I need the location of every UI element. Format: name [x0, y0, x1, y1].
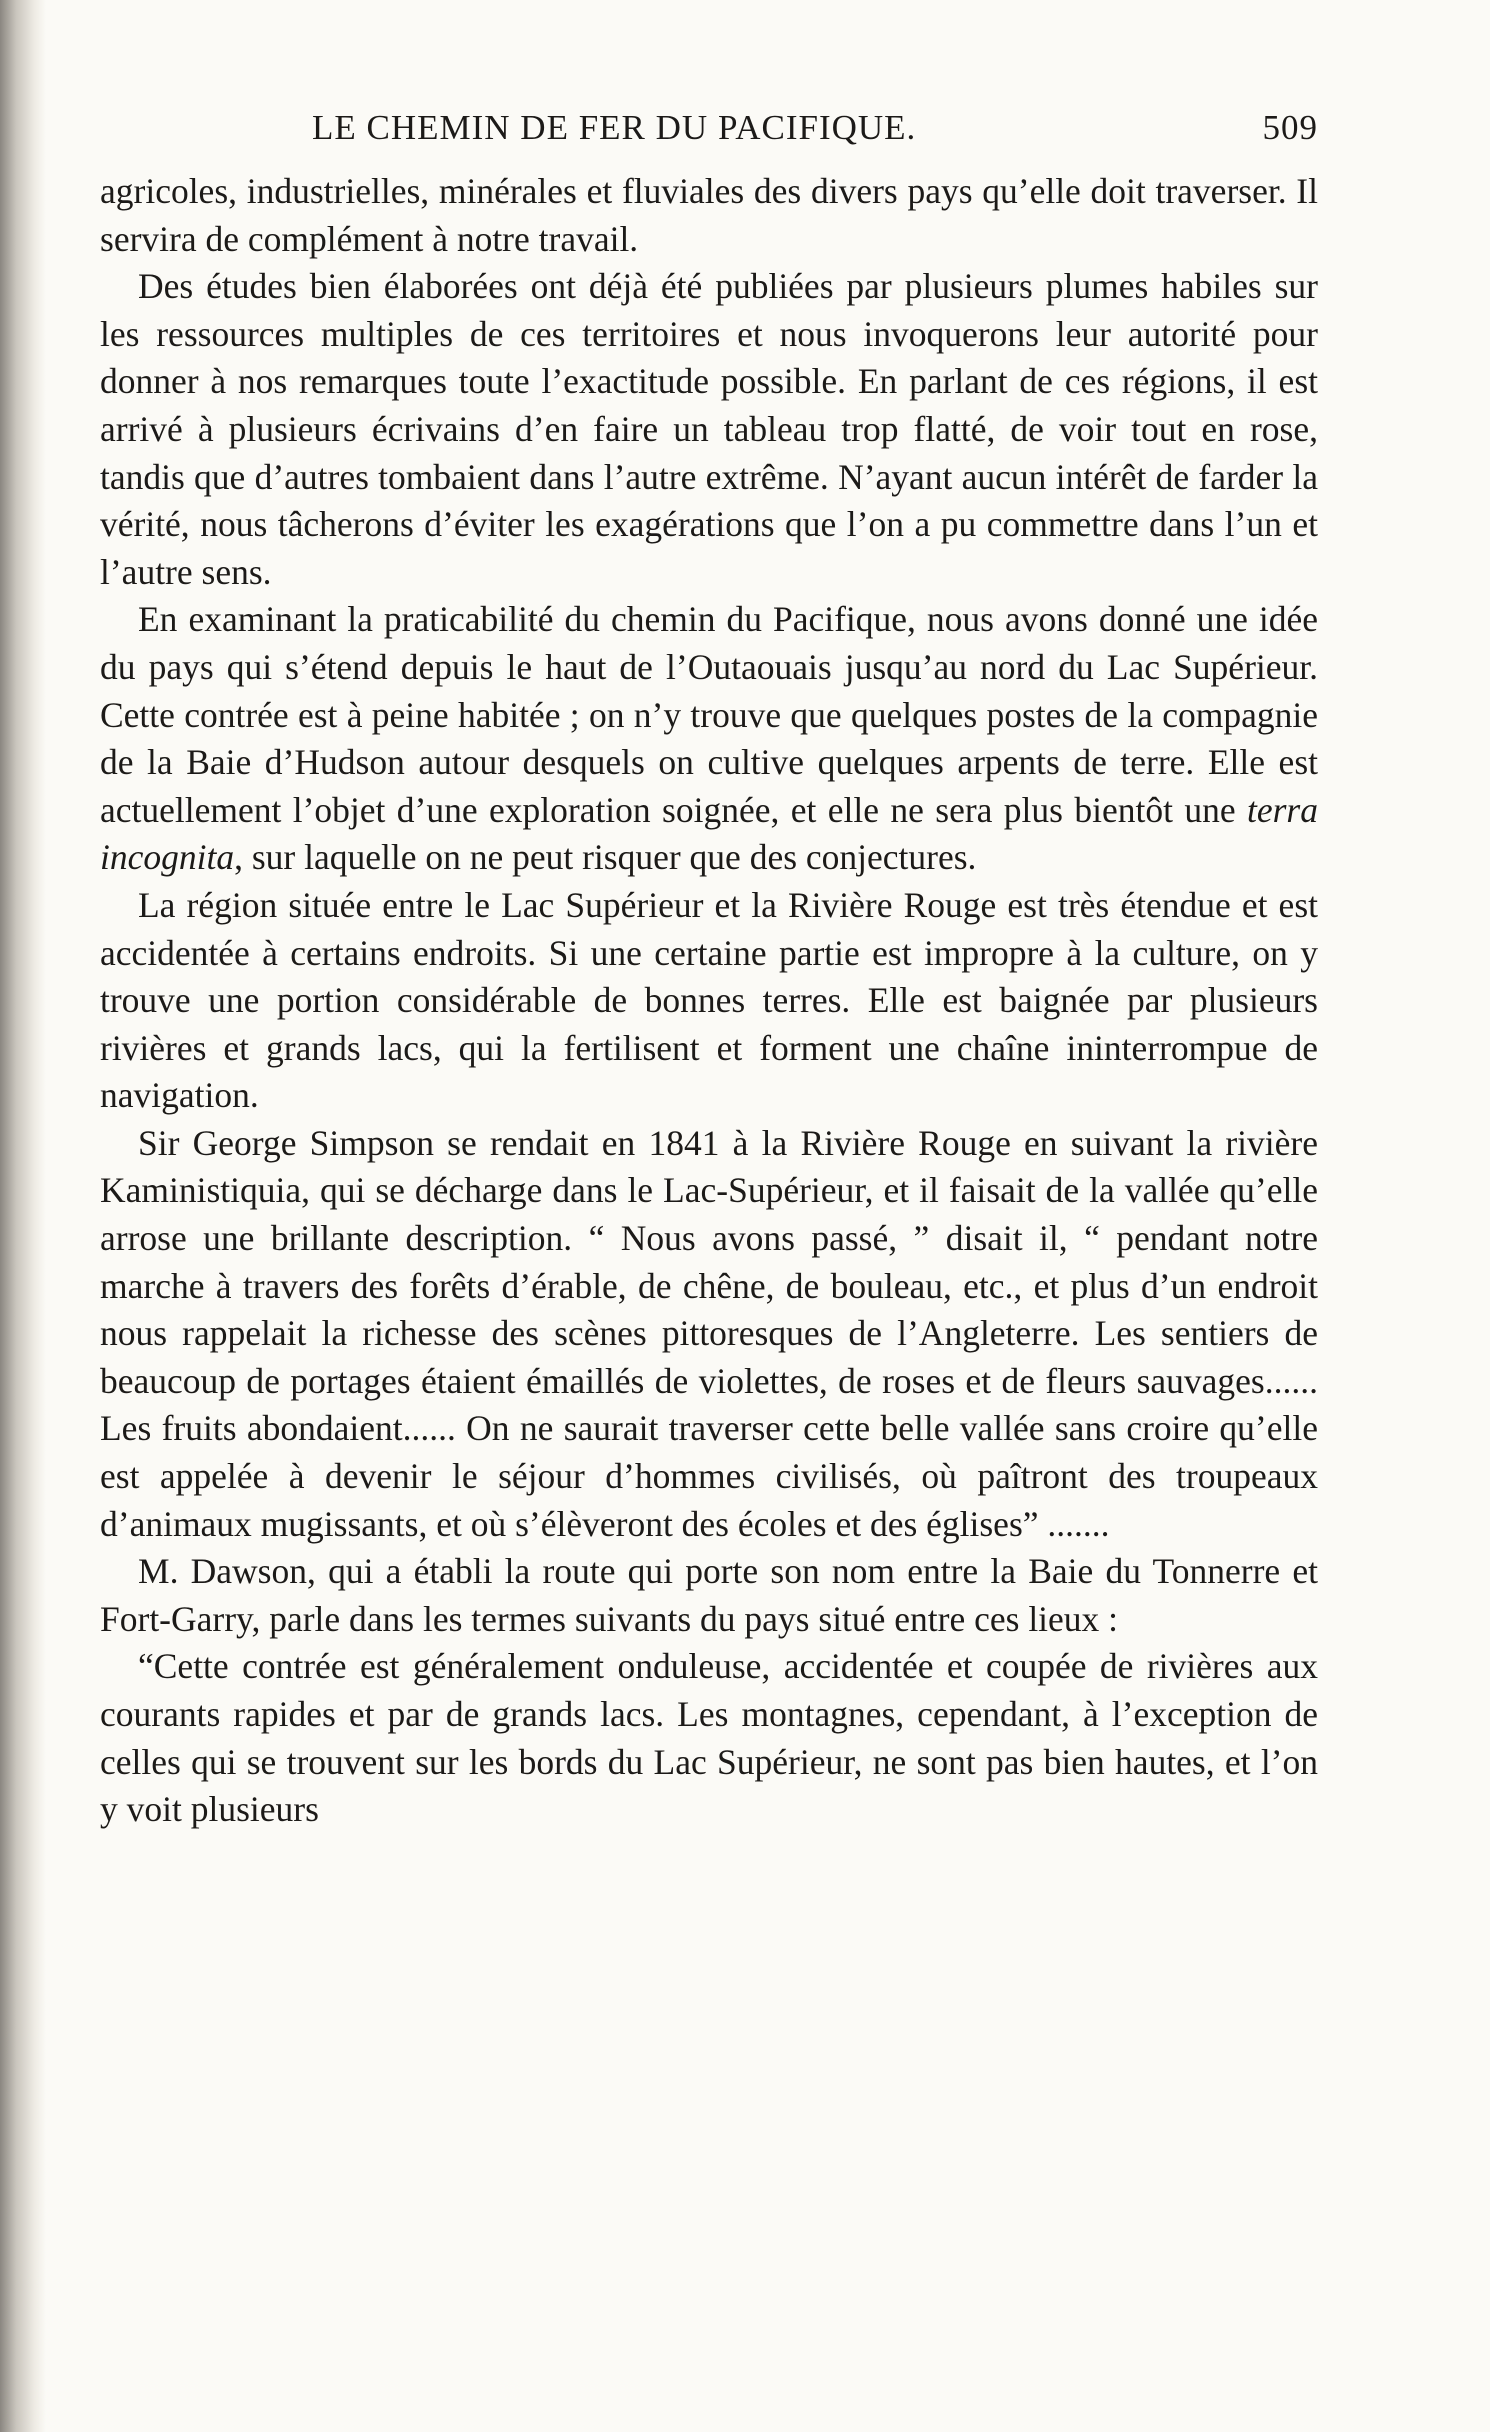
paragraph: “Cette contrée est généralement onduleuse, accidentée et coupée de rivières aux courants rapides et par de grands lacs. Les montagnes, cependant, à l’exception de celles qui se trouvent sur les bords du Lac Supérieur, ne sont pas bien hautes, et l’on y voit plusieurs — [100, 1646, 1318, 1830]
paragraph-text: En examinant la praticabilité du chemin du Pacifique, nous avons donné une idée du pays qui s’étend depuis le haut de l’Outaouais jusqu’au nord du Lac Supérieur. Cette contrée est à peine habitée ; on n’y trouve que quelques postes de la compagnie de la Baie d’Hudson autour desquels on cultive quelques arpents de terre. Elle est actuellement l’objet d’une exploration soignée, et elle ne sera plus bientôt une — [100, 599, 1318, 830]
paragraph-text: , sur laquelle on ne peut risquer que des conjectures. — [234, 837, 977, 878]
page-number: 509 — [1262, 108, 1318, 147]
paragraph: La région située entre le Lac Supérieur et la Rivière Rouge est très étendue et est accidentée à certains endroits. Si une certaine partie est impropre à la culture, on y trouve une portion considérable de bonnes terres. Elle est baignée par plusieurs rivières et grands lacs, qui la fertilisent et forment une chaîne ininterrompue de navigation. — [100, 884, 1318, 1116]
page-header — [100, 108, 1318, 168]
book-page — [100, 108, 1318, 1834]
running-title: LE CHEMIN DE FER DU PACIFIQUE. — [312, 108, 917, 147]
body-text — [100, 168, 1318, 1834]
paragraph — [100, 596, 1318, 882]
paragraph: M. Dawson, qui a établi la route qui porte son nom entre la Baie du Tonnerre et Fort-Garry, parle dans les termes suivants du pays situé entre ces lieux : — [100, 1551, 1318, 1639]
paragraph: Des études bien élaborées ont déjà été publiées par plusieurs plumes habiles sur les ressources multiples de ces territoires et nous invoquerons leur autorité pour donner à nos remarques toute l’exactitude possible. En parlant de ces régions, il est arrivé à plusieurs écrivains d’en faire un tableau trop flatté, de voir tout en rose, tandis que d’autres tombaient dans l’autre extrême. N’ayant aucun intérêt de farder la vérité, nous tâcherons d’éviter les exagérations que l’on a pu commettre dans l’un et l’autre sens. — [100, 266, 1318, 592]
page-binding-shadow — [0, 0, 46, 2432]
italic-phrase: terra incognita — [100, 789, 1318, 878]
paragraph: Sir George Simpson se rendait en 1841 à la Rivière Rouge en suivant la rivière Kaministiquia, qui se décharge dans le Lac-Supérieur, et il faisait de la vallée qu’elle arrose une brillante description. “ Nous avons passé, ” disait il, “ pendant notre marche à travers des forêts d’érable, de chêne, de bouleau, etc., et plus d’un endroit nous rappelait la richesse des scènes pittoresques de l’Angleterre. Les sentiers de beaucoup de portages étaient émaillés de violettes, de roses et de fleurs sauvages...... Les fruits abondaient...... On ne saurait traverser cette belle vallée sans croire qu’elle est appelée à devenir le séjour d’hommes civilisés, où paîtront des troupeaux d’animaux mugissants, et où s’élèveront des écoles et des églises” ....... — [100, 1122, 1318, 1544]
paragraph-continued: agricoles, industrielles, minérales et fluviales des divers pays qu’elle doit traverser. Il servira de complément à notre travail. — [100, 171, 1318, 259]
